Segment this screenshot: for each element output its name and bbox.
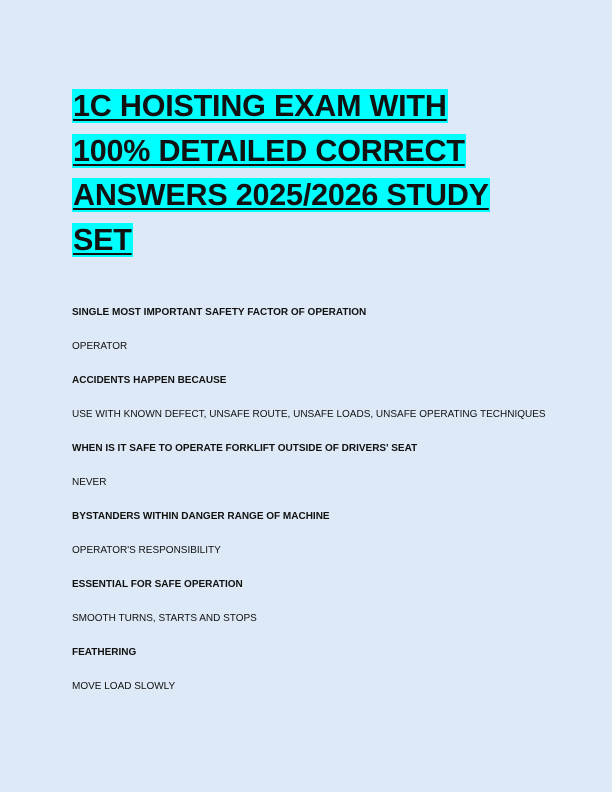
- answer-3: NEVER: [72, 477, 107, 488]
- answer-6: MOVE LOAD SLOWLY: [72, 681, 176, 692]
- question-4: BYSTANDERS WITHIN DANGER RANGE OF MACHINE: [72, 511, 330, 522]
- title-line-3: ANSWERS 2025/2026 STUDY: [73, 178, 489, 212]
- title-line-1: 1C HOISTING EXAM WITH: [73, 89, 447, 123]
- document-title: [72, 84, 542, 262]
- answer-1: OPERATOR: [72, 341, 128, 352]
- question-1: SINGLE MOST IMPORTANT SAFETY FACTOR OF OPERATION: [72, 307, 367, 318]
- document-page: [72, 84, 546, 692]
- question-5: ESSENTIAL FOR SAFE OPERATION: [72, 579, 243, 590]
- answer-4: OPERATOR'S RESPONSIBILITY: [72, 545, 221, 556]
- question-answer-list: [72, 304, 552, 712]
- question-3: WHEN IS IT SAFE TO OPERATE FORKLIFT OUTSIDE OF DRIVERS' SEAT: [72, 443, 418, 454]
- answer-2: USE WITH KNOWN DEFECT, UNSAFE ROUTE, UNSAFE LOADS, UNSAFE OPERATING TECHNIQUES: [72, 409, 546, 420]
- question-6: FEATHERING: [72, 647, 137, 658]
- title-line-2: 100% DETAILED CORRECT: [73, 133, 465, 168]
- title-line-4: SET: [73, 222, 132, 257]
- question-2: ACCIDENTS HAPPEN BECAUSE: [72, 375, 227, 386]
- answer-5: SMOOTH TURNS, STARTS AND STOPS: [72, 613, 257, 624]
